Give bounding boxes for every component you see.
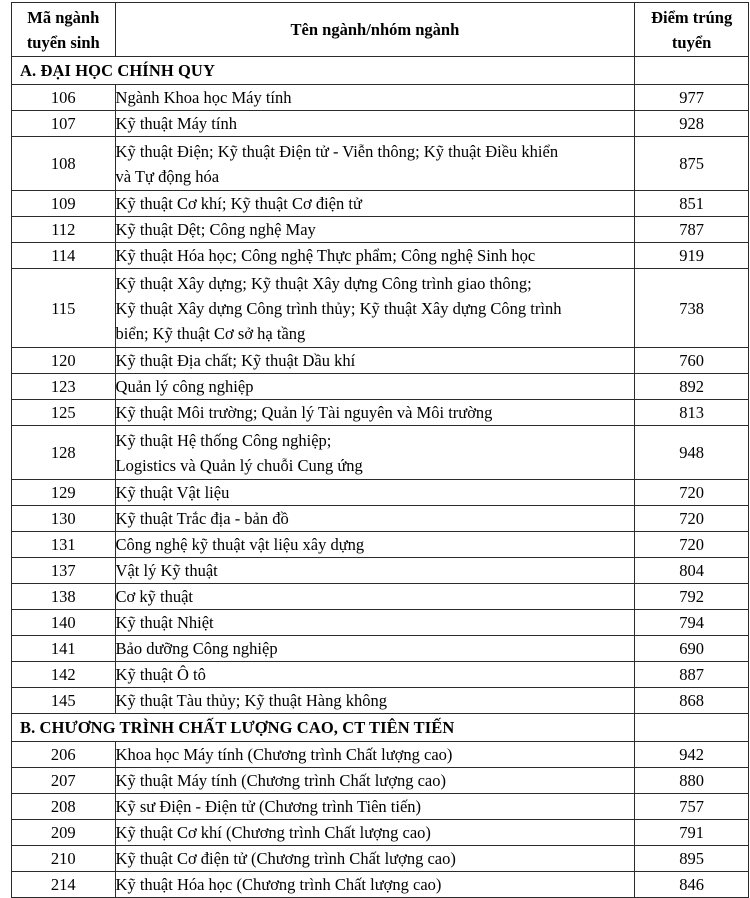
cell-major-name — [115, 111, 635, 137]
cell-major-code: 145 — [12, 688, 116, 714]
cell-major-name — [115, 584, 635, 610]
table-row — [12, 348, 749, 374]
cell-major-code: 129 — [12, 480, 116, 506]
table-row — [12, 558, 749, 584]
cell-major-code: 206 — [12, 742, 116, 768]
table-row — [12, 768, 749, 794]
table-row — [12, 610, 749, 636]
cell-major-name — [115, 846, 635, 872]
table-row — [12, 662, 749, 688]
cell-major-name — [115, 426, 635, 480]
table-row — [12, 506, 749, 532]
table-row — [12, 426, 749, 480]
major-name-line: Logistics và Quản lý chuỗi Cung ứng — [115, 456, 363, 475]
cell-major-name — [115, 191, 635, 217]
cell-major-code: 123 — [12, 374, 116, 400]
major-name-line: Kỹ thuật Trắc địa - bản đồ — [115, 509, 289, 528]
cell-major-code: 106 — [12, 85, 116, 111]
column-header-code-line1: Mã ngành — [27, 7, 100, 27]
cell-major-code: 115 — [12, 269, 116, 348]
column-header-score-line2: tuyển — [671, 32, 712, 52]
admission-score-table — [11, 2, 749, 898]
cell-major-code: 137 — [12, 558, 116, 584]
cell-admission-score: 887 — [635, 662, 749, 688]
major-name-line: Kỹ thuật Tàu thủy; Kỹ thuật Hàng không — [115, 691, 387, 710]
major-name-line: biển; Kỹ thuật Cơ sở hạ tầng — [115, 324, 306, 343]
cell-major-code: 130 — [12, 506, 116, 532]
major-name-line: Kỹ thuật Ô tô — [115, 665, 206, 684]
cell-major-code: 107 — [12, 111, 116, 137]
cell-admission-score: 919 — [635, 243, 749, 269]
table-row — [12, 584, 749, 610]
cell-major-name — [115, 532, 635, 558]
major-name-line: Kỹ thuật Xây dựng; Kỹ thuật Xây dựng Công trình giao thông; — [115, 274, 532, 293]
table-row — [12, 400, 749, 426]
table-row — [12, 872, 749, 898]
cell-major-name — [115, 558, 635, 584]
cell-major-code: 131 — [12, 532, 116, 558]
cell-admission-score: 942 — [635, 742, 749, 768]
cell-major-name — [115, 688, 635, 714]
section-header-row — [12, 57, 749, 85]
cell-admission-score: 690 — [635, 636, 749, 662]
major-name-line: Kỹ sư Điện - Điện tử (Chương trình Tiên tiến) — [115, 797, 422, 816]
table-row — [12, 374, 749, 400]
cell-admission-score: 787 — [635, 217, 749, 243]
cell-major-code: 114 — [12, 243, 116, 269]
table-row — [12, 243, 749, 269]
cell-major-code: 214 — [12, 872, 116, 898]
major-name-line: Kỹ thuật Máy tính (Chương trình Chất lượng cao) — [115, 771, 446, 790]
cell-major-code: 109 — [12, 191, 116, 217]
major-name-line: Quản lý công nghiệp — [115, 377, 254, 396]
cell-major-code: 140 — [12, 610, 116, 636]
table-row — [12, 532, 749, 558]
cell-major-code: 128 — [12, 426, 116, 480]
cell-admission-score: 804 — [635, 558, 749, 584]
cell-major-name — [115, 348, 635, 374]
table-row — [12, 846, 749, 872]
major-name-line: Kỹ thuật Vật liệu — [115, 483, 230, 502]
table-row — [12, 688, 749, 714]
major-name-line: Vật lý Kỹ thuật — [115, 561, 218, 580]
major-name-line: Kỹ thuật Môi trường; Quản lý Tài nguyên và Môi trường — [115, 403, 493, 422]
column-header-score — [635, 3, 749, 57]
cell-admission-score: 846 — [635, 872, 749, 898]
cell-admission-score: 791 — [635, 820, 749, 846]
cell-major-name — [115, 85, 635, 111]
cell-major-name — [115, 662, 635, 688]
table-header-row — [12, 3, 749, 57]
cell-admission-score: 868 — [635, 688, 749, 714]
cell-major-code: 112 — [12, 217, 116, 243]
cell-major-code: 208 — [12, 794, 116, 820]
major-name-line: Công nghệ kỹ thuật vật liệu xây dựng — [115, 535, 365, 554]
major-name-line: Bảo dưỡng Công nghiệp — [115, 639, 278, 658]
cell-admission-score: 757 — [635, 794, 749, 820]
table-row — [12, 137, 749, 191]
major-name-line: Cơ kỹ thuật — [115, 587, 194, 606]
cell-major-code: 141 — [12, 636, 116, 662]
cell-admission-score: 880 — [635, 768, 749, 794]
cell-major-name — [115, 480, 635, 506]
table-row — [12, 191, 749, 217]
table-row — [12, 111, 749, 137]
section-title: A. ĐẠI HỌC CHÍNH QUY — [12, 57, 635, 85]
table-row — [12, 636, 749, 662]
major-name-line: Kỹ thuật Xây dựng Công trình thủy; Kỹ thuật Xây dựng Công trình — [115, 299, 562, 318]
cell-major-code: 120 — [12, 348, 116, 374]
cell-major-name — [115, 506, 635, 532]
cell-major-name — [115, 400, 635, 426]
table-row — [12, 742, 749, 768]
major-name-line: Ngành Khoa học Máy tính — [115, 88, 292, 107]
cell-admission-score: 792 — [635, 584, 749, 610]
table-row — [12, 85, 749, 111]
cell-major-name — [115, 269, 635, 348]
table-row — [12, 794, 749, 820]
cell-major-name — [115, 243, 635, 269]
major-name-line: Kỹ thuật Máy tính — [115, 114, 237, 133]
major-name-line: Kỹ thuật Cơ điện tử (Chương trình Chất lượng cao) — [115, 849, 456, 868]
major-name-line: Kỹ thuật Địa chất; Kỹ thuật Dầu khí — [115, 351, 356, 370]
cell-admission-score: 851 — [635, 191, 749, 217]
major-name-line: Kỹ thuật Điện; Kỹ thuật Điện tử - Viễn thông; Kỹ thuật Điều khiển — [115, 142, 559, 161]
cell-major-name — [115, 374, 635, 400]
cell-admission-score: 813 — [635, 400, 749, 426]
major-name-line: Kỹ thuật Hóa học (Chương trình Chất lượng cao) — [115, 875, 442, 894]
column-header-score-line1: Điểm trúng — [651, 7, 733, 27]
section-header-row — [12, 714, 749, 742]
cell-admission-score: 760 — [635, 348, 749, 374]
table-body — [12, 57, 749, 898]
table-row — [12, 269, 749, 348]
cell-admission-score: 720 — [635, 480, 749, 506]
cell-admission-score: 895 — [635, 846, 749, 872]
major-name-line: Kỹ thuật Cơ khí (Chương trình Chất lượng cao) — [115, 823, 431, 842]
table-row — [12, 820, 749, 846]
cell-admission-score: 720 — [635, 532, 749, 558]
cell-major-name — [115, 636, 635, 662]
table-header — [12, 3, 749, 57]
cell-major-name — [115, 610, 635, 636]
major-name-line: Kỹ thuật Hóa học; Công nghệ Thực phẩm; Công nghệ Sinh học — [115, 246, 536, 265]
section-score-blank — [635, 714, 749, 742]
cell-admission-score: 794 — [635, 610, 749, 636]
cell-admission-score: 875 — [635, 137, 749, 191]
cell-admission-score: 892 — [635, 374, 749, 400]
cell-major-code: 207 — [12, 768, 116, 794]
cell-major-code: 125 — [12, 400, 116, 426]
major-name-line: Kỹ thuật Cơ khí; Kỹ thuật Cơ điện tử — [115, 194, 362, 213]
section-score-blank — [635, 57, 749, 85]
column-header-code-line2: tuyển sinh — [26, 32, 100, 52]
cell-major-name — [115, 872, 635, 898]
cell-major-code: 138 — [12, 584, 116, 610]
cell-major-name — [115, 794, 635, 820]
table-row — [12, 480, 749, 506]
major-name-line: Kỹ thuật Dệt; Công nghệ May — [115, 220, 316, 239]
cell-major-code: 108 — [12, 137, 116, 191]
cell-admission-score: 738 — [635, 269, 749, 348]
cell-major-name — [115, 820, 635, 846]
table-row — [12, 217, 749, 243]
cell-admission-score: 977 — [635, 85, 749, 111]
section-title: B. CHƯƠNG TRÌNH CHẤT LƯỢNG CAO, CT TIÊN TIẾN — [12, 714, 635, 742]
cell-major-name — [115, 768, 635, 794]
major-name-line: và Tự động hóa — [115, 167, 220, 186]
document-page — [0, 2, 750, 894]
cell-major-name — [115, 742, 635, 768]
cell-major-name — [115, 137, 635, 191]
major-name-line: Khoa học Máy tính (Chương trình Chất lượng cao) — [115, 745, 453, 764]
major-name-line: Kỹ thuật Hệ thống Công nghiệp; — [115, 431, 332, 450]
cell-admission-score: 948 — [635, 426, 749, 480]
cell-major-name — [115, 217, 635, 243]
cell-admission-score: 928 — [635, 111, 749, 137]
column-header-code — [12, 3, 116, 57]
cell-admission-score: 720 — [635, 506, 749, 532]
cell-major-code: 142 — [12, 662, 116, 688]
cell-major-code: 209 — [12, 820, 116, 846]
column-header-name: Tên ngành/nhóm ngành — [115, 3, 635, 57]
major-name-line: Kỹ thuật Nhiệt — [115, 613, 214, 632]
cell-major-code: 210 — [12, 846, 116, 872]
